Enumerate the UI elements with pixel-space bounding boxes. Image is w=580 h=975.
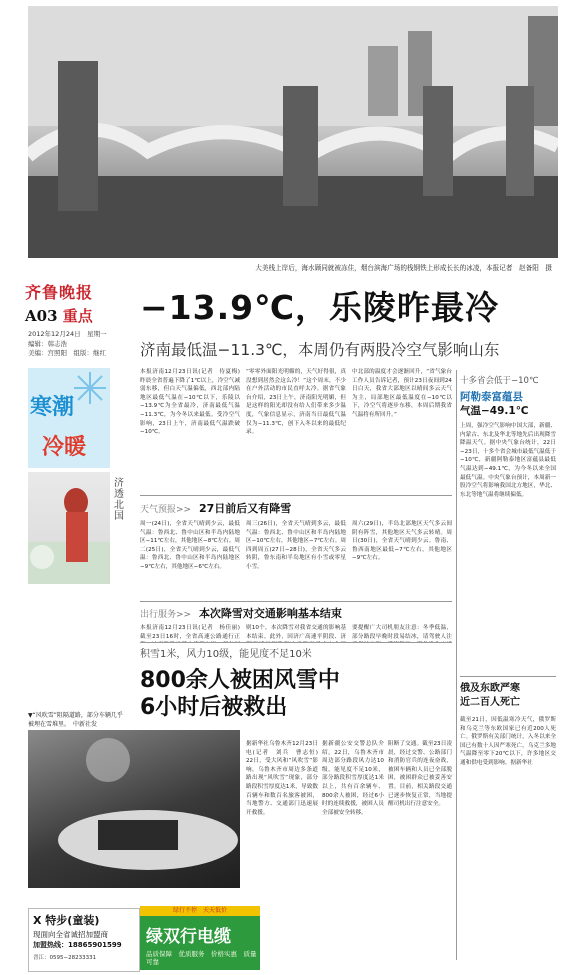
weather-column-3: 周六(29日)，半岛北部地区天气多云间阴有阵雪，其他地区天气多云转晴。周日(30日)，全省天气晴到少云。鲁南、鲁西南地区最低−7℃左右，其他地区−9℃左右。 [352, 521, 452, 562]
banner-title-warm: 冷暖 [42, 434, 87, 460]
weather-title: 27日前后又有降雪 [198, 502, 292, 515]
ad-strip: 绿行不停 天天低价 [140, 906, 260, 916]
ad-brand: 绿双行电缆 [146, 927, 231, 947]
top-photo [28, 6, 558, 258]
weather-column-2: 周三(26日)，全省天气晴到多云，最低气温：鲁西北、鲁中山区和半岛内陆地区−10℃左右，其他地区−7℃左右。周四到周五(27日−28日)，全省天气多云转阴，鲁东南和半岛地区有小雪或零星小雪。 [246, 521, 346, 570]
europe-cold-headline [460, 682, 520, 710]
right-headline-line2: 气温−49.1℃ [460, 405, 529, 417]
divider [140, 495, 452, 496]
storm-photo-caption: ▼“风吹雪”阻隔道路，部分车辆几乎被埋在雪堆里。 中新社发 [28, 712, 123, 728]
weather-column-1: 周一(24日)，全省天气晴到少云，最低气温：鲁西北、鲁中山区和半岛内陆地区−11℃左右，其他地区−8℃左右。周二(25日)，全省天气晴到少云，最低气温：鲁西北、鲁中山区和半岛内陆地区−9℃左右，其他地区−6℃左右。 [140, 521, 240, 570]
issue-date: 2012年12月24日 星期一 [28, 330, 107, 338]
girl-photo [28, 472, 110, 584]
divider [140, 642, 452, 643]
page-number [25, 305, 113, 326]
ad-slogan: 品质保障 优质服务 价格实惠 质量可靠 [146, 950, 257, 966]
divider [140, 601, 452, 602]
traffic-section-header [140, 605, 342, 621]
storm-column-2: 据新疆公安交警总队介绍，22日，乌鲁木齐市周边部分路段风力达10级，能见度不足10米，部分路段积雪厚度达1米以上，共有百余辆车、800余人被困，经过6小时的连续救援，被困人员全部被安全转移。 [322, 741, 384, 816]
section-label: 重点 [62, 307, 93, 325]
traffic-title: 本次降雪对交通影响基本结束 [198, 607, 342, 620]
lead-column-1: 本报济南12月23日讯(记者 侍夏梅) 昨晨全省普遍下降了1℃以上，冷空气减弱东移，但白天气温偏低，西北部内陆地区最低气温在−10℃以下，乐陵以−13.9℃为全省最冷，济南最低气温−11.3℃，为今冬以来最低。受冷空气影响，23日上午，济南最低气温跌破−10℃。 [140, 369, 240, 436]
banner-title-cold: 寒潮 [30, 394, 75, 420]
lead-column-2: “零零外面阳光明媚的，天气好得很，真没想到居然会这么冷！”这个周末，不少在户外活动的市民直呼太冷。据省气象台介绍，23日上午，济南阳光明媚，但是这样的阳光却没有给人们带来多少温度，气象信息显示，济南当日最低气温仅为−11.3℃，创下入冬以来的最低纪录。 [246, 369, 346, 436]
paper-name: 齐鲁晚报 [25, 283, 94, 302]
traffic-column-2: 则10个，本次降雪对我省交通的影响基本结束。此外，因济广高速平阴段、济 [246, 625, 346, 640]
europe-body: 截至21日，因低温寒冷天气，俄罗斯和乌克兰等东欧国家已有近200人死亡。俄罗斯有关部门统计，入冬以来全国已有数十人因严寒死亡，乌克兰多地气温降至零下20℃以下，许多地区交通和供电受到影响。据新华社 [460, 717, 556, 766]
editor-credit: 编辑：韩志浩 [28, 339, 67, 348]
traffic-kicker: 出行服务>> [140, 610, 192, 620]
storm-headline-line1: 800余人被困风雪中 [140, 668, 340, 693]
ad-logo: X 特步(童装) [33, 914, 100, 927]
right-headline [460, 390, 528, 418]
photo-caption: 大美栈上岸后，海水顾同就被冻住，烟台滨海广场的栈钢铁上形成长长的冰凌，本报记者 赵备阳 摄 [255, 264, 552, 272]
column-divider [456, 370, 457, 960]
traffic-column-3: 要提醒广大司机朋友注意：冬季低温，部分路段早晚时段易结冰，请驾驶人注 [352, 625, 452, 640]
ad-recruit-text: 现面向全省诚招加盟商 [33, 930, 108, 939]
page-label: A03 [25, 307, 58, 325]
storm-headline [140, 667, 400, 721]
design-credit: 美编：宫照阳 组版：继红 [28, 349, 106, 357]
divider [460, 676, 556, 677]
storm-headline-line2: 6小时后被救出 [140, 695, 288, 720]
weather-kicker: 天气预报>> [140, 505, 192, 515]
masthead-meta [28, 330, 118, 359]
right-headline-line1: 阿勒泰富蕴县 [460, 391, 523, 403]
storm-column-1: 据新华社乌鲁木齐12月23日电(记者 刘兵 曹志恒) 22日，受大风和“风吹雪”影响，乌鲁木齐市周边多条道路出现“风吹雪”现象，部分路段积雪厚度达1米，导致数百辆车和数百名旅客被困，当地警方、交通部门迅速展开救援。 [246, 741, 318, 816]
kids-clothing-ad[interactable] [28, 908, 140, 972]
section-banner [28, 368, 110, 468]
snowflake-icon [72, 370, 108, 406]
right-kicker: 十多省会低于−10℃ [460, 376, 539, 386]
right-body: 上周，强冷空气影响中国大部，新疆、内蒙古、东北及华北等地先后出现降雪降温天气。据中央气象台统计，22日−23日，十多个省会城市最低气温低于−10℃，新疆阿勒泰地区富蕴县最低气温达到−49.1℃，为今冬以来全国最低气温。中央气象台预计，本周新一股冷空气将影响我国北方地区，华北、东北等地气温将继续偏低。 [460, 423, 556, 498]
ad-hotline: 加盟热线：18865901599 [33, 941, 122, 949]
traffic-column-1: 本报济南12月23日讯(记者 杨佳丽) 截至23日16时，全省高速公路通行正 [140, 625, 240, 640]
weather-section-header [140, 500, 291, 516]
storm-photo [28, 730, 240, 888]
storm-column-3: 阻断了交通。截至23日凌晨，经过交警、公路部门和消防官兵的连夜奋战，被困车辆和人员已全部脱困，被困群众已被妥善安置。目前，相关路段交通已逐步恢复正常，当地提醒司机出行注意安全。 [388, 741, 452, 808]
lead-column-3: 中北部的温度才会逐渐回升，“省气象台工作人员告诉记者，预计23日夜间到24日白天，我省大部地区以晴间多云天气为主，局部地区最低温度在−10℃以下，冷空气将逐步东移，本周后期我省气温将有所回升。” [352, 369, 452, 418]
cable-ad[interactable] [140, 906, 260, 970]
europe-headline-line1: 俄及东欧严寒 [460, 683, 520, 694]
main-subhead: 济南最低温−11.3℃，本周仍有两股冷空气影响山东 [140, 341, 500, 359]
side-label: 济透北国 [114, 478, 124, 522]
storm-kicker: 积雪1米，风力10级，能见度不足10米 [140, 649, 312, 660]
ad-phone: 晋江：0595−28233331 [33, 955, 97, 961]
europe-headline-line2: 近二百人死亡 [460, 697, 520, 708]
main-headline: −13.9℃，乐陵昨最冷 [140, 288, 500, 327]
